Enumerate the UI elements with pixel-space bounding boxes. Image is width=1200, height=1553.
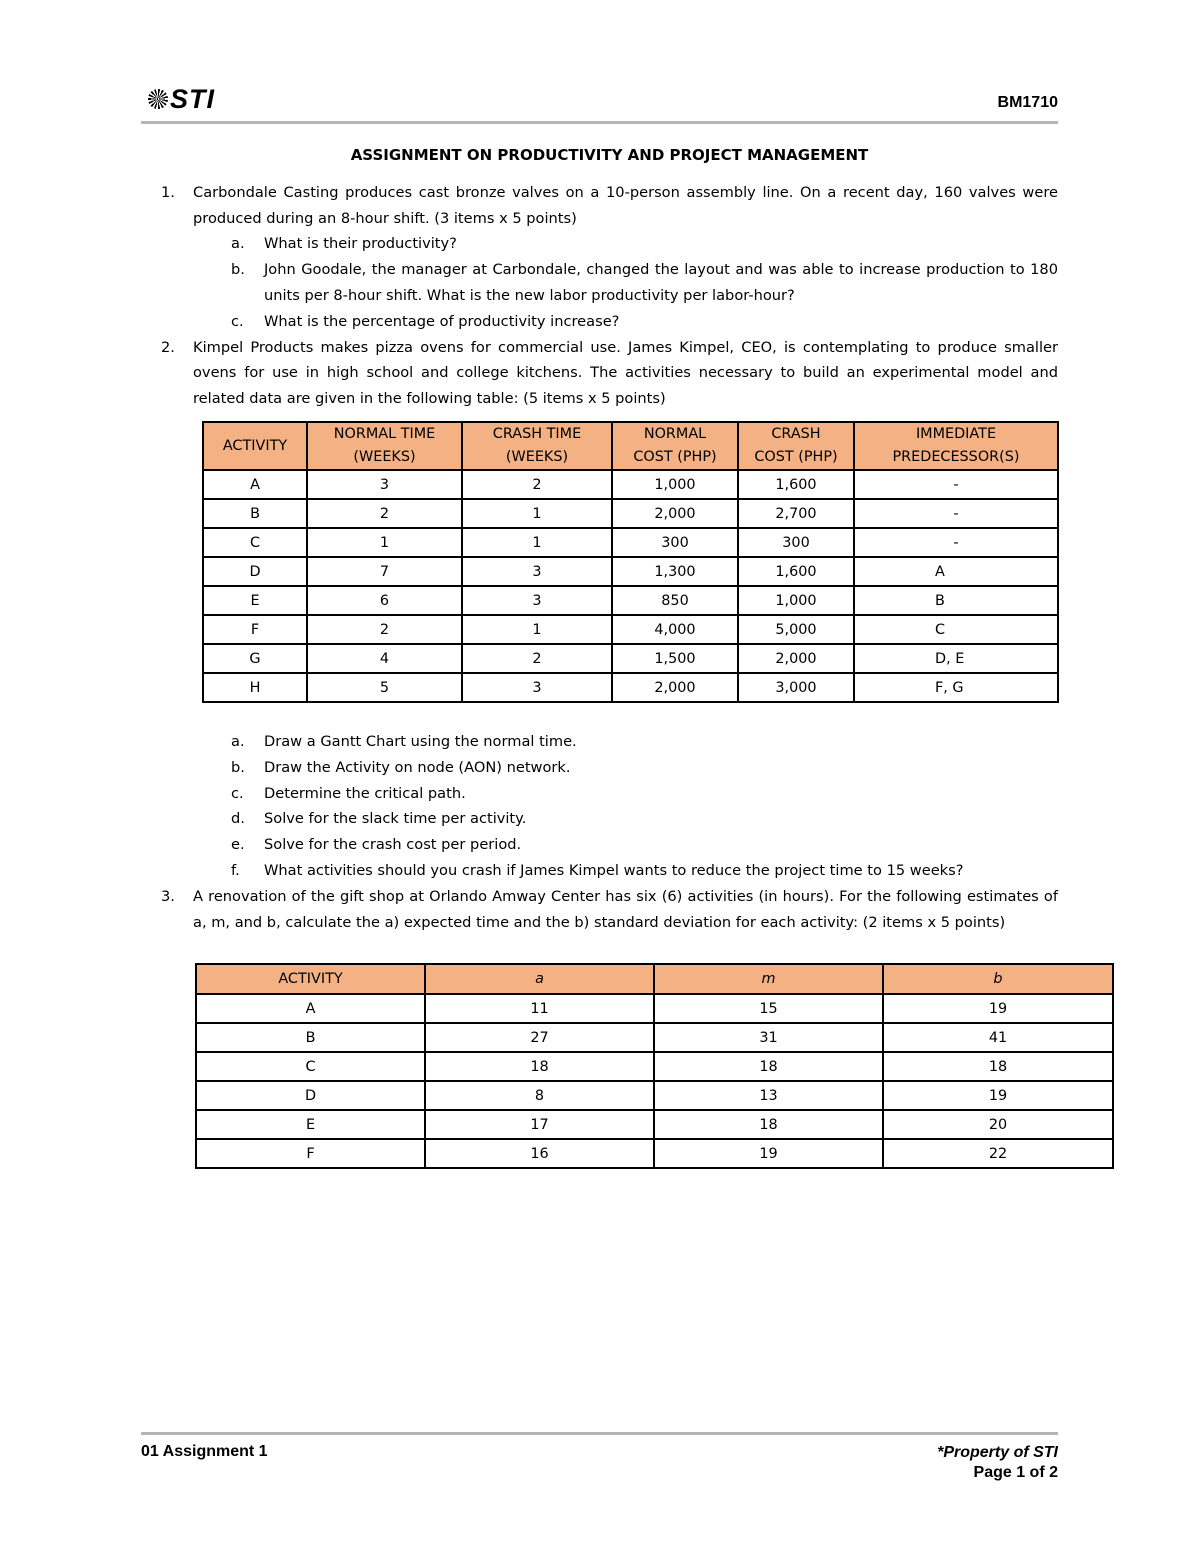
crash-cost-table (202, 421, 1059, 703)
table-cell: - (854, 470, 1058, 499)
document-body (161, 143, 1058, 412)
question-number: 2. (161, 338, 175, 356)
question-2 (161, 335, 1058, 412)
question-3 (161, 884, 1058, 936)
sti-logo (148, 84, 215, 114)
table-cell: 11 (425, 994, 654, 1023)
table-cell: 18 (654, 1052, 883, 1081)
table-row (203, 615, 1058, 644)
table-cell: 3,000 (738, 673, 854, 702)
question-1 (161, 180, 1058, 232)
table-cell: 18 (654, 1110, 883, 1139)
table-row (203, 499, 1058, 528)
table-cell: 31 (654, 1023, 883, 1052)
table-cell: 20 (883, 1110, 1113, 1139)
question-1-item-b (161, 257, 1058, 309)
table-cell: C (196, 1052, 425, 1081)
item-letter: b. (231, 261, 245, 279)
table-row (196, 1052, 1113, 1081)
table-cell: 19 (883, 1081, 1113, 1110)
item-letter: d. (231, 810, 245, 828)
item-text: What is the percentage of productivity increase? (264, 312, 620, 330)
col-header-crash-cost: CRASH COST (PHP) (738, 422, 854, 470)
question-2-item-a (161, 729, 1058, 755)
table-cell: 1,000 (612, 470, 738, 499)
table-row (196, 1110, 1113, 1139)
item-text: What is their productivity? (264, 235, 457, 253)
table-cell: - (854, 528, 1058, 557)
table-cell: 3 (307, 470, 462, 499)
table-cell: E (196, 1110, 425, 1139)
table-cell: 18 (883, 1052, 1113, 1081)
table-cell: 300 (738, 528, 854, 557)
question-2-item-e (161, 832, 1058, 858)
question-2-item-b (161, 755, 1058, 781)
table-cell: 5,000 (738, 615, 854, 644)
question-number: 1. (161, 183, 175, 201)
item-letter: a. (231, 733, 245, 750)
table-header-row (196, 964, 1113, 994)
col-header-predecessors: IMMEDIATE PREDECESSOR(S) (854, 422, 1058, 470)
table-cell: 1,000 (738, 586, 854, 615)
table-cell: 2,000 (612, 673, 738, 702)
item-letter: a. (231, 235, 245, 253)
table-cell: 1,600 (738, 557, 854, 586)
table-cell: 19 (883, 994, 1113, 1023)
col-header-a: a (425, 964, 654, 994)
table-cell: 13 (654, 1081, 883, 1110)
property-notice: *Property of STI (937, 1444, 1058, 1461)
table-cell: 1 (307, 528, 462, 557)
table-body (196, 994, 1113, 1168)
page-number: Page 1 of 2 (973, 1464, 1058, 1481)
table-body (203, 470, 1058, 702)
table-row (196, 1081, 1113, 1110)
col-header-normal-cost: NORMAL COST (PHP) (612, 422, 738, 470)
table-cell: 22 (883, 1139, 1113, 1168)
table-cell: 1 (462, 615, 612, 644)
table-cell: A (854, 557, 1058, 586)
table-row (203, 673, 1058, 702)
table-cell: 2 (462, 470, 612, 499)
table-row (203, 644, 1058, 673)
table-cell: 1 (462, 499, 612, 528)
table-cell: H (203, 673, 307, 702)
table-cell: 6 (307, 586, 462, 615)
page-title: ASSIGNMENT ON PRODUCTIVITY AND PROJECT MANAGEMENT (350, 146, 869, 164)
table-cell: 3 (462, 586, 612, 615)
footer-doc-label: 01 Assignment 1 (141, 1443, 268, 1460)
table-row (196, 1139, 1113, 1168)
table-cell: 2,000 (612, 499, 738, 528)
table-cell: C (203, 528, 307, 557)
item-letter: c. (231, 784, 244, 802)
table-cell: 1 (462, 528, 612, 557)
sti-logo-text: STI (170, 83, 216, 114)
question-text: Kimpel Products makes pizza ovens for commercial use. James Kimpel, CEO, is contemplating to produce smaller ovens for use in high school and college kitchens. The activities necessary to build an experimental model and related data are given in the following table: (5 items x 5 points) (193, 338, 1058, 408)
table-cell: 3 (462, 557, 612, 586)
table-cell: B (196, 1023, 425, 1052)
table-cell: 300 (612, 528, 738, 557)
table-cell: 1,500 (612, 644, 738, 673)
question-2-items (161, 729, 1058, 935)
table-row (203, 557, 1058, 586)
col-header-m: m (654, 964, 883, 994)
table-cell: 41 (883, 1023, 1113, 1052)
table-cell: B (203, 499, 307, 528)
question-2-item-f (161, 858, 1058, 884)
table-cell: D, E (854, 644, 1058, 673)
table-cell: 2 (307, 499, 462, 528)
table-cell: 17 (425, 1110, 654, 1139)
question-number: 3. (161, 887, 175, 905)
table-cell: 19 (654, 1139, 883, 1168)
item-text: Draw the Activity on node (AON) network. (264, 758, 571, 776)
footer-divider (141, 1432, 1058, 1435)
table-cell: 4 (307, 644, 462, 673)
table-cell: 27 (425, 1023, 654, 1052)
table-cell: 4,000 (612, 615, 738, 644)
item-letter: e. (231, 836, 245, 854)
sti-logo-emblem-icon (148, 89, 168, 109)
question-2-item-d (161, 806, 1058, 832)
table-cell: 2 (307, 615, 462, 644)
table-row (203, 470, 1058, 499)
table-cell: F (203, 615, 307, 644)
table-row (196, 1023, 1113, 1052)
table-cell: 18 (425, 1052, 654, 1081)
item-text: Determine the critical path. (264, 784, 466, 802)
table-row (203, 528, 1058, 557)
col-header-activity: ACTIVITY (196, 964, 425, 994)
table-cell: 850 (612, 586, 738, 615)
table-cell: - (854, 499, 1058, 528)
col-header-normal-time: NORMAL TIME (WEEKS) (307, 422, 462, 470)
table-cell: 1,600 (738, 470, 854, 499)
page-header (141, 84, 1058, 122)
table-cell: B (854, 586, 1058, 615)
table-cell: E (203, 586, 307, 615)
item-text: Solve for the crash cost per period. (264, 836, 522, 854)
table-cell: C (854, 615, 1058, 644)
item-text: What activities should you crash if James Kimpel wants to reduce the project time to 15 weeks? (264, 861, 964, 879)
col-header-activity: ACTIVITY (203, 422, 307, 470)
table-header-row (203, 422, 1058, 470)
table-cell: 1,300 (612, 557, 738, 586)
table-cell: 5 (307, 673, 462, 702)
table-cell: F, G (854, 673, 1058, 702)
question-2-item-c (161, 781, 1058, 807)
item-text: Solve for the slack time per activity. (264, 810, 527, 828)
table-cell: 2,000 (738, 644, 854, 673)
col-header-crash-time: CRASH TIME (WEEKS) (462, 422, 612, 470)
question-text: Carbondale Casting produces cast bronze valves on a 10-person assembly line. On a recent day, 160 valves were produced during an 8-hour shift. (3 items x 5 points) (193, 183, 1058, 227)
table-cell: 8 (425, 1081, 654, 1110)
table-row (196, 994, 1113, 1023)
table-cell: 2 (462, 644, 612, 673)
document-code: BM1710 (997, 94, 1058, 111)
item-text: Draw a Gantt Chart using the normal time. (264, 733, 577, 750)
item-letter: f. (231, 861, 240, 879)
table-cell: 7 (307, 557, 462, 586)
table-cell: G (203, 644, 307, 673)
table-cell: 15 (654, 994, 883, 1023)
question-text: A renovation of the gift shop at Orlando Amway Center has six (6) activities (in hours). For the following estimates of a, m, and b, calculate the a) expected time and the b) standard deviation for each activity: (2 items x 5 points) (193, 887, 1058, 931)
pert-estimates-table (195, 963, 1114, 1169)
item-letter: b. (231, 758, 245, 776)
table-cell: D (196, 1081, 425, 1110)
table-cell: 2,700 (738, 499, 854, 528)
footer-right (937, 1443, 1058, 1483)
col-header-b: b (883, 964, 1113, 994)
item-text: John Goodale, the manager at Carbondale, changed the layout and was able to increase production to 180 units per 8-hour shift. What is the new labor productivity per labor-hour? (264, 261, 1058, 304)
table-row (203, 586, 1058, 615)
table-cell: 16 (425, 1139, 654, 1168)
table-cell: A (203, 470, 307, 499)
question-1-item-c (161, 309, 1058, 335)
item-letter: c. (231, 312, 244, 330)
header-divider (141, 121, 1058, 124)
table-cell: 3 (462, 673, 612, 702)
table-cell: A (196, 994, 425, 1023)
table-cell: F (196, 1139, 425, 1168)
table-cell: D (203, 557, 307, 586)
question-1-item-a (161, 231, 1058, 257)
